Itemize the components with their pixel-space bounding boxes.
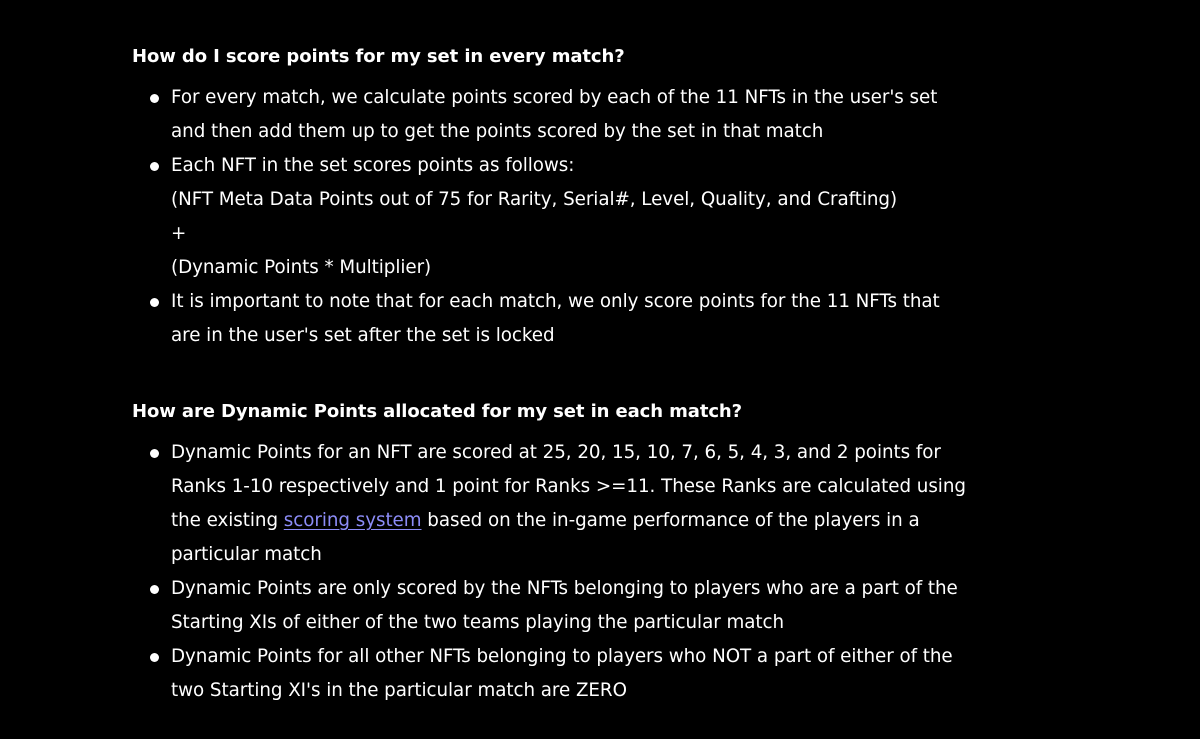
bullet-icon — [150, 449, 159, 458]
section-heading-scoring: How do I score points for my set in every match? — [132, 46, 625, 67]
list-item-text: Each NFT in the set scores points as follows: — [171, 155, 575, 176]
list-item — [132, 149, 940, 183]
list-item-continuation — [132, 538, 966, 572]
list-item-continuation — [132, 319, 940, 353]
list-item-continuation — [132, 470, 966, 504]
list-item-continuation — [132, 183, 940, 217]
list-item-continuation — [132, 504, 966, 538]
bullet-icon — [150, 94, 159, 103]
list-item-continuation — [132, 251, 940, 285]
list-item-text: Ranks 1-10 respectively and 1 point for Ranks >=11. These Ranks are calculated using — [171, 476, 966, 497]
formula-line: (Dynamic Points * Multiplier) — [171, 257, 432, 278]
list-item — [132, 640, 966, 674]
list-item — [132, 436, 966, 470]
section-heading-dynamic-points: How are Dynamic Points allocated for my set in each match? — [132, 401, 742, 422]
list-item-text: It is important to note that for each match, we only score points for the 11 NFTs that — [171, 291, 940, 312]
list-item-continuation — [132, 674, 966, 708]
list-item-text: Dynamic Points are only scored by the NFTs belonging to players who are a part of the — [171, 578, 958, 599]
list-item-text: two Starting XI's in the particular match are ZERO — [171, 680, 627, 701]
list-item-text: Dynamic Points for an NFT are scored at 25, 20, 15, 10, 7, 6, 5, 4, 3, and 2 points for — [171, 442, 941, 463]
list-item-text: and then add them up to get the points scored by the set in that match — [171, 121, 824, 142]
scoring-system-link[interactable]: scoring system — [283, 510, 422, 531]
scoring-bullet-list — [132, 81, 940, 353]
formula-plus: + — [171, 223, 187, 244]
list-item-text: Starting XIs of either of the two teams playing the particular match — [171, 612, 785, 633]
list-item-text: Dynamic Points for all other NFTs belonging to players who NOT a part of either of the — [171, 646, 953, 667]
list-item-text: particular match — [171, 544, 322, 565]
list-item-continuation — [132, 115, 940, 149]
list-item-text: the existing — [171, 510, 284, 531]
bullet-icon — [150, 653, 159, 662]
list-item — [132, 81, 940, 115]
bullet-icon — [150, 585, 159, 594]
list-item — [132, 285, 940, 319]
bullet-icon — [150, 298, 159, 307]
list-item-continuation — [132, 217, 940, 251]
formula-line: (NFT Meta Data Points out of 75 for Rarity, Serial#, Level, Quality, and Crafting) — [171, 189, 898, 210]
list-item-text: based on the in-game performance of the players in a — [421, 510, 920, 531]
list-item — [132, 572, 966, 606]
list-item-text: For every match, we calculate points scored by each of the 11 NFTs in the user's set — [171, 87, 938, 108]
list-item-text: are in the user's set after the set is locked — [171, 325, 555, 346]
dynamic-points-bullet-list — [132, 436, 966, 708]
bullet-icon — [150, 162, 159, 171]
list-item-continuation — [132, 606, 966, 640]
